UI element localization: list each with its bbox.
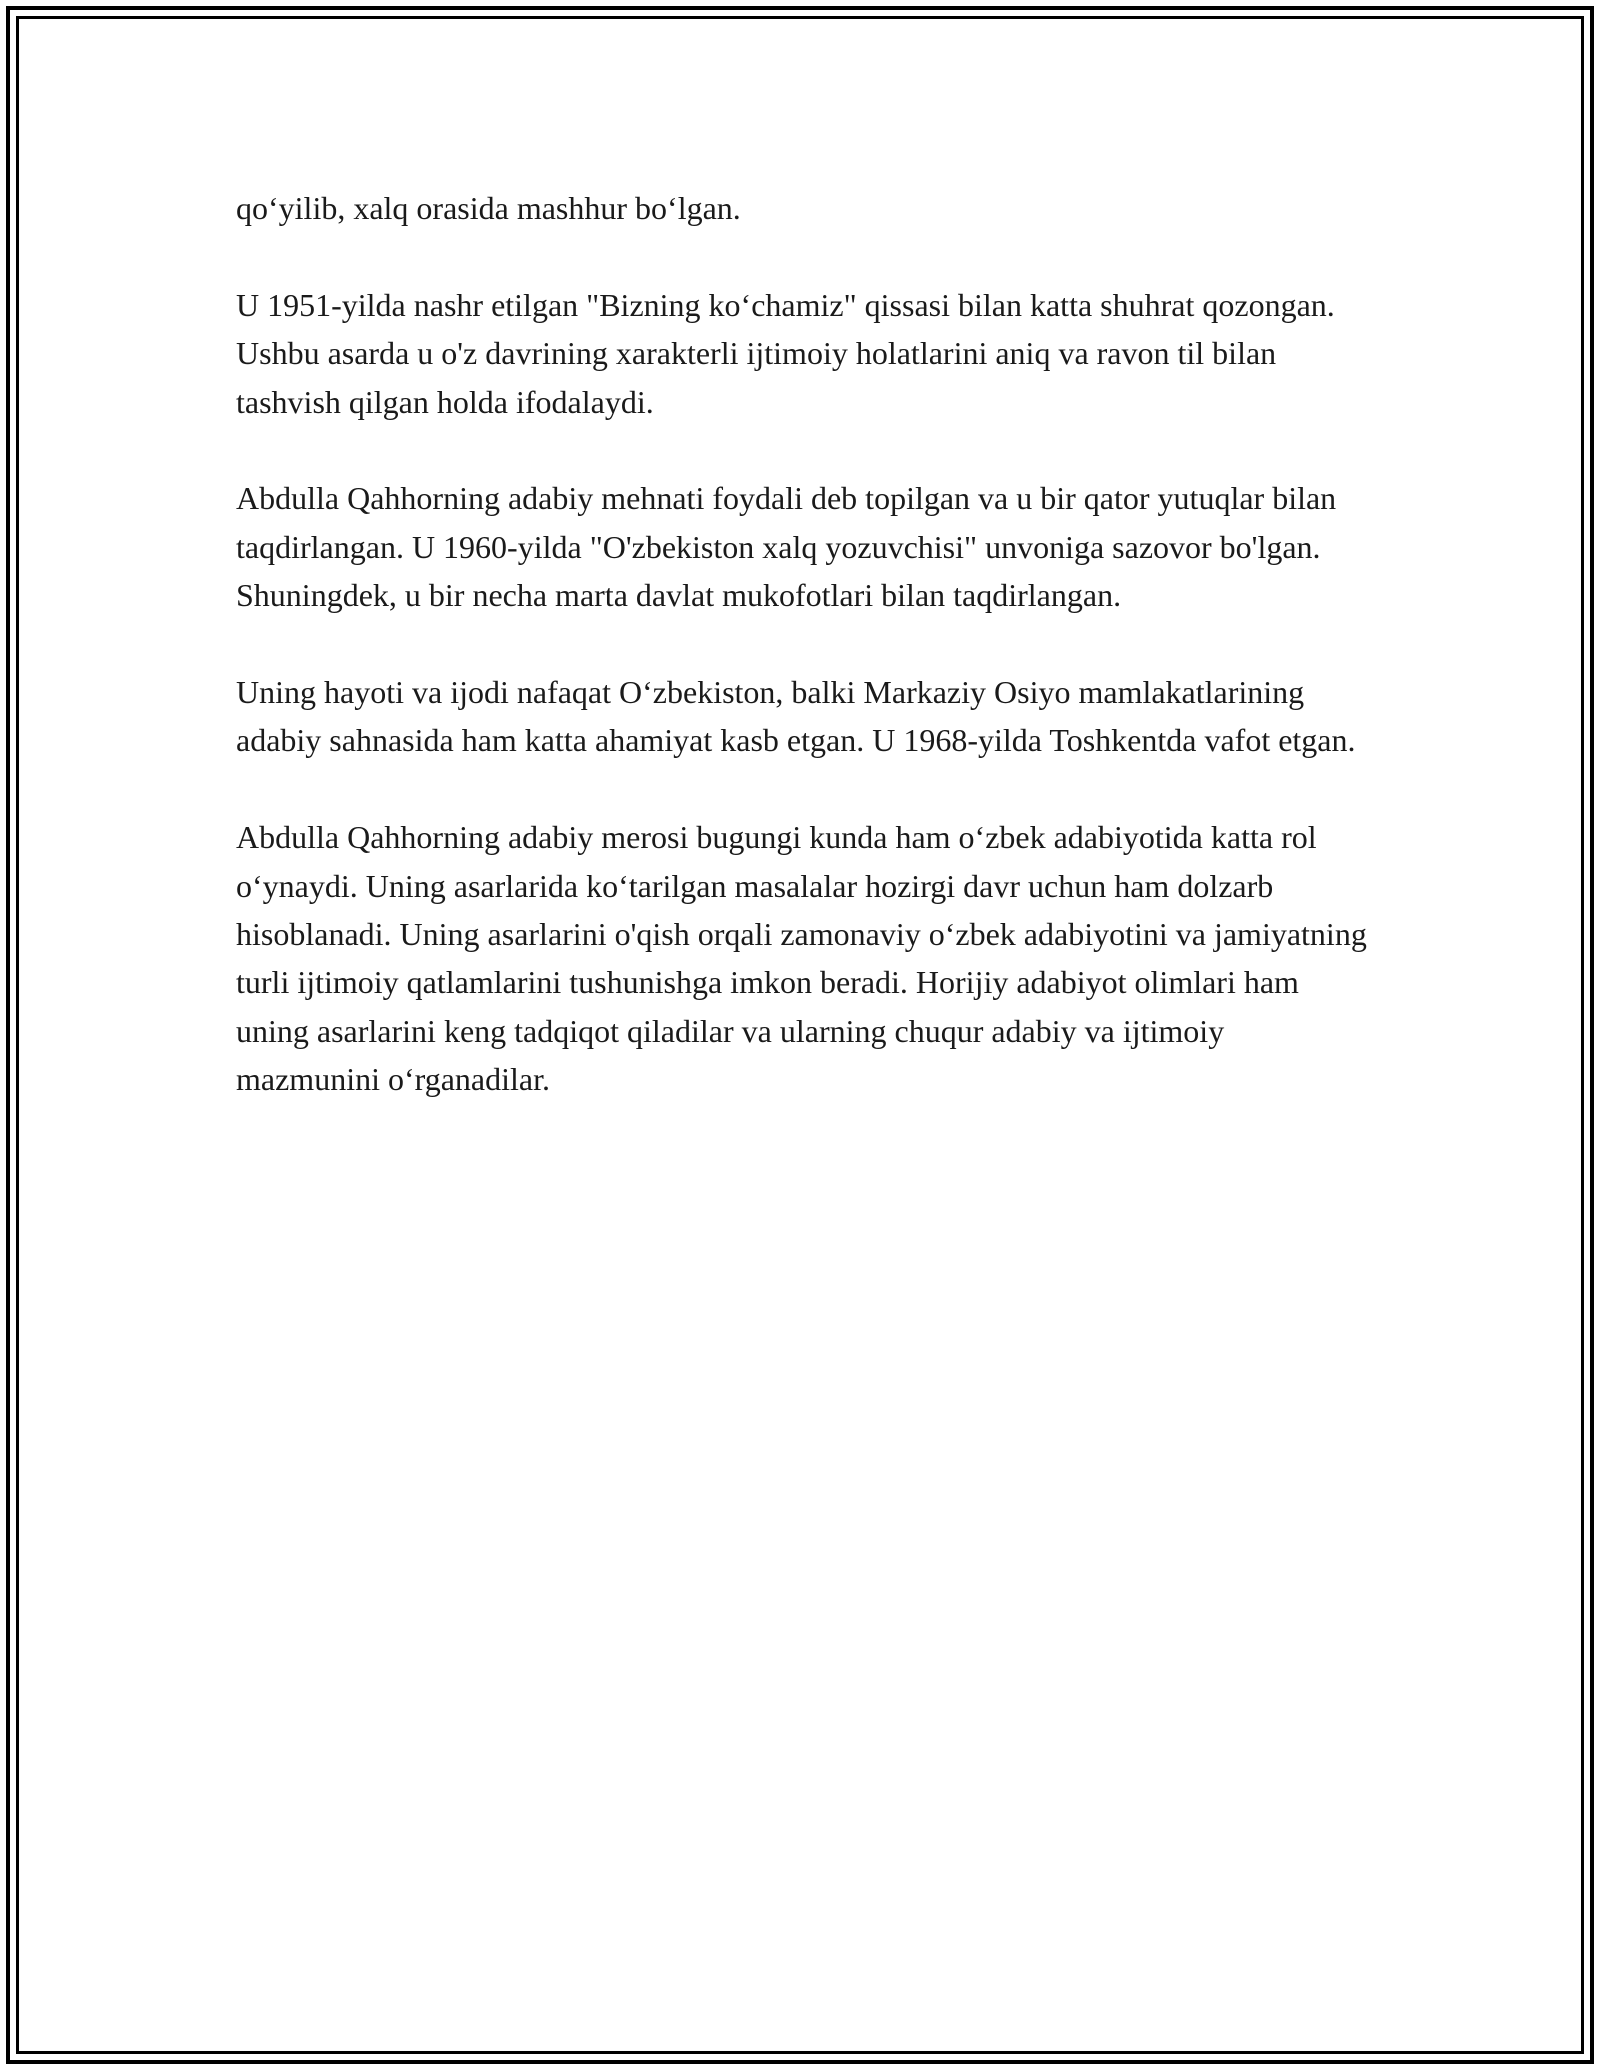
paragraph-4: Uning hayoti va ijodi nafaqat O‘zbekiston, balki Markaziy Osiyo mamlakatlarining adabiy sahnasida ham katta ahamiyat kasb etgan. U 1968-yilda Toshkentda vafot etgan. [236, 674, 1356, 759]
paragraph-3: Abdulla Qahhorning adabiy mehnati foydali deb topilgan va u bir qator yutuqlar bilan taqdirlangan. U 1960-yilda "O'zbekiston xalq yozuvchisi" unvoniga sazovor bo'lgan. Shuningdek, u bir necha marta davlat mukofotlari bilan taqdirlangan. [236, 480, 1337, 614]
document-body [236, 184, 1376, 1152]
paragraph-5: Abdulla Qahhorning adabiy merosi bugungi kunda ham o‘zbek adabiyotida katta rol o‘ynaydi. Uning asarlarida ko‘tarilgan masalalar hozirgi davr uchun ham dolzarb hisoblanadi. Uning asarlarini o'qish orqali zamonaviy o‘zbek adabiyotini va jamiyatning turli ijtimoiy qatlamlarini tushunishga imkon beradi. Horijiy adabiyot olimlari ham uning asarlarini keng tadqiqot qiladilar va ularning chuqur adabiy va ijtimoiy mazmunini o‘rganadilar. [236, 819, 1367, 1098]
paragraph-1: qo‘yilib, xalq orasida mashhur bo‘lgan. [236, 190, 741, 226]
paragraph-2: U 1951-yilda nashr etilgan "Bizning ko‘chamiz" qissasi bilan katta shuhrat qozongan. Ushbu asarda u o'z davrining xarakterli ijtimoiy holatlarini aniq va ravon til bilan tashvish qilgan holda ifodalaydi. [236, 286, 1335, 420]
